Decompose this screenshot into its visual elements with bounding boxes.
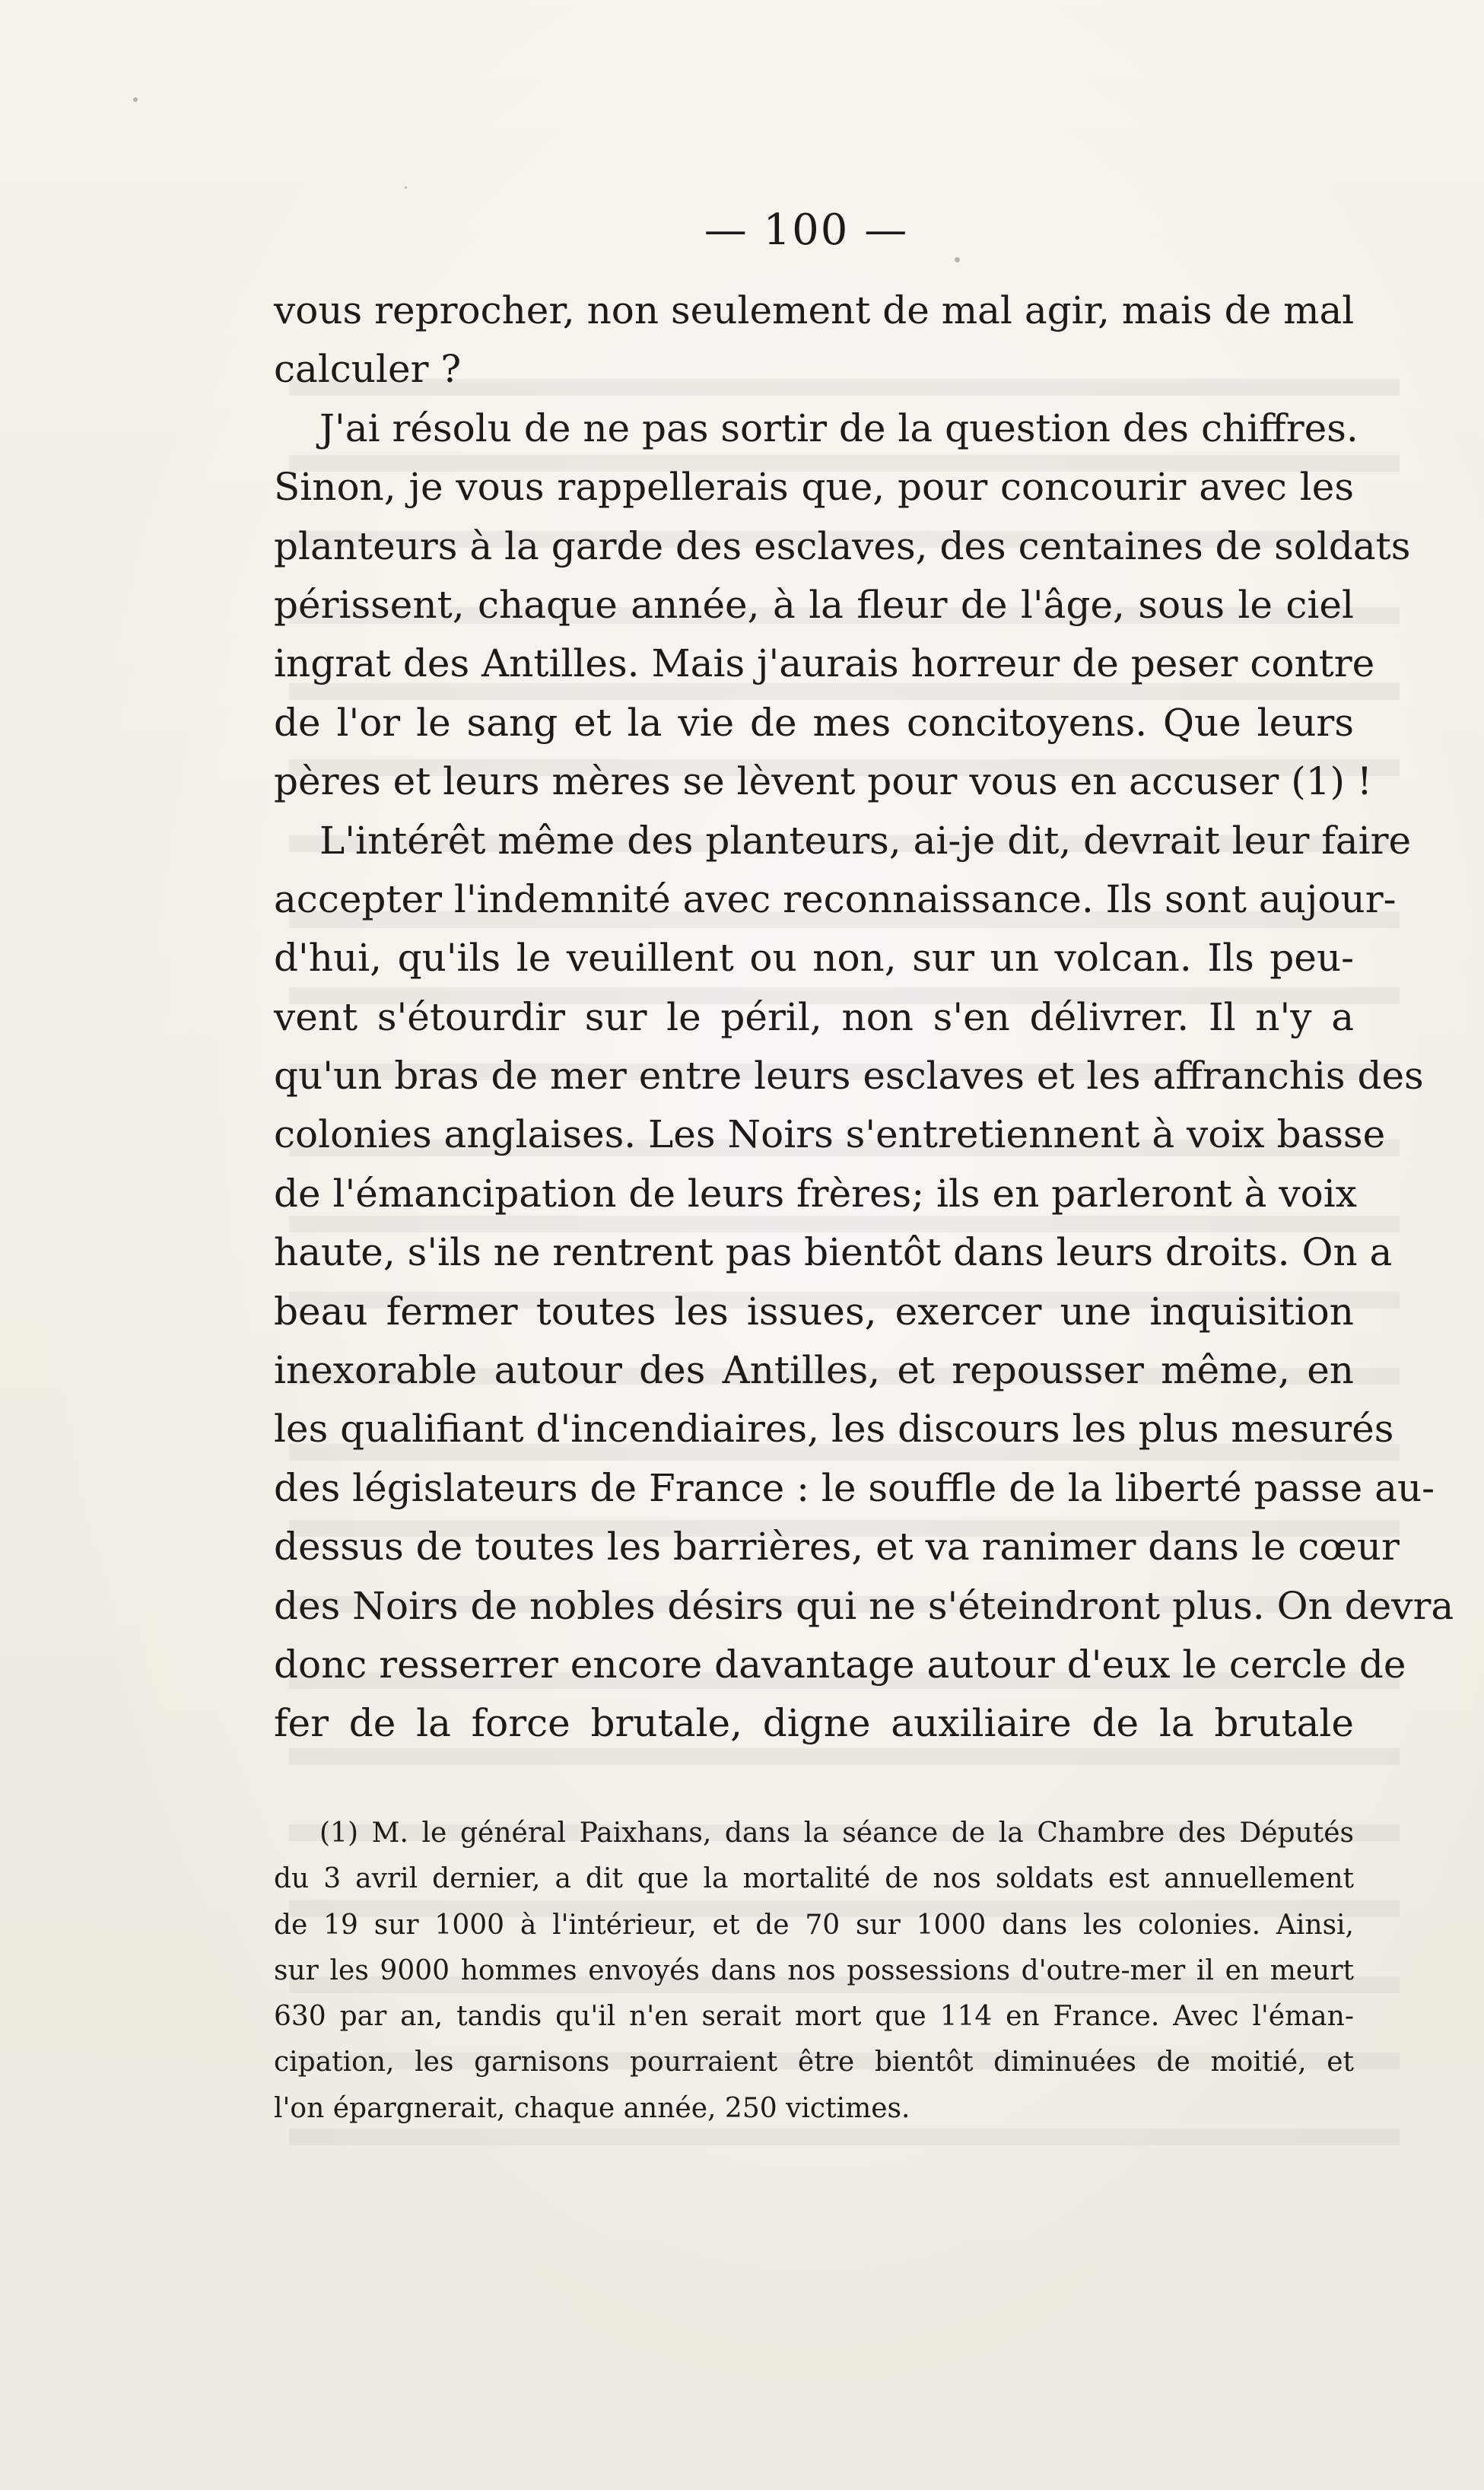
text-line: de l'émancipation de leurs frères; ils en parleront à voix [274,1171,1357,1216]
paper-speck [405,186,407,189]
text-line: d'hui, qu'ils le veuillent ou non, sur un volcan. Ils peu- [274,936,1354,981]
text-line: pères et leurs mères se lèvent pour vous en accuser (1) ! [274,759,1373,804]
footnote-line: cipation, les garnisons pourraient être bientôt diminuées de moitié, et [274,2046,1354,2078]
text-line: vent s'étourdir sur le péril, non s'en délivrer. Il n'y a [274,994,1354,1039]
text-line: fer de la force brutale, digne auxiliaire de la brutale [274,1701,1354,1746]
text-line: accepter l'indemnité avec reconnaissance. Ils sont aujour- [274,876,1397,921]
text-line: dessus de toutes les barrières, et va ranimer dans le cœur [274,1525,1400,1569]
page-number: — 100 — [704,205,909,255]
text-line: ingrat des Antilles. Mais j'aurais horreur de peser contre [274,641,1375,686]
footnote-line: l'on épargnerait, chaque année, 250 victimes. [274,2092,910,2124]
footnote-line: du 3 avril dernier, a dit que la mortalité de nos soldats est annuellement [274,1863,1354,1895]
main-text-block [274,281,1454,1754]
text-line: de l'or le sang et la vie de mes concitoyens. Que leurs [274,700,1354,745]
text-line: planteurs à la garde des esclaves, des centaines de soldats [274,523,1411,568]
text-line: J'ai résolu de ne pas sortir de la question des chiffres. [319,405,1358,450]
text-line: colonies anglaises. Les Noirs s'entretiennent à voix basse [274,1112,1386,1157]
text-line: beau fermer toutes les issues, exercer une inquisition [274,1289,1354,1334]
text-line: haute, s'ils ne rentrent pas bientôt dans leurs droits. On a [274,1230,1393,1275]
footnote-line: de 19 sur 1000 à l'intérieur, et de 70 sur 1000 dans les colonies. Ainsi, [274,1909,1354,1941]
text-line: inexorable autour des Antilles, et repousser même, en [274,1348,1354,1393]
text-line: donc resserrer encore davantage autour d'eux le cercle de [274,1642,1406,1687]
paper-speck [955,257,960,262]
text-line: périssent, chaque année, à la fleur de l'âge, sous le ciel [274,582,1354,627]
text-line: Sinon, je vous rappellerais que, pour concourir avec les [274,465,1354,510]
paper-speck [133,97,138,102]
text-line: calculer ? [274,347,462,392]
footnote-block [274,1811,1354,2132]
footnote-line: (1) M. le général Paixhans, dans la séance de la Chambre des Députés [319,1817,1354,1849]
text-line: qu'un bras de mer entre leurs esclaves et les affranchis des [274,1054,1424,1099]
text-line: des législateurs de France : le souffle de la liberté passe au- [274,1465,1435,1510]
footnote-line: sur les 9000 hommes envoyés dans nos possessions d'outre-mer il en meurt [274,1954,1354,1986]
text-line: les qualifiant d'incendiaires, les discours les plus mesurés [274,1407,1394,1452]
text-line: L'intérêt même des planteurs, ai-je dit, devrait leur faire [319,818,1412,863]
footnote-line: 630 par an, tandis qu'il n'en serait mort que 114 en France. Avec l'éman- [274,2001,1354,2033]
text-line: des Noirs de nobles désirs qui ne s'éteindront plus. On devra [274,1583,1454,1628]
text-line: vous reprocher, non seulement de mal agir, mais de mal [274,288,1355,332]
